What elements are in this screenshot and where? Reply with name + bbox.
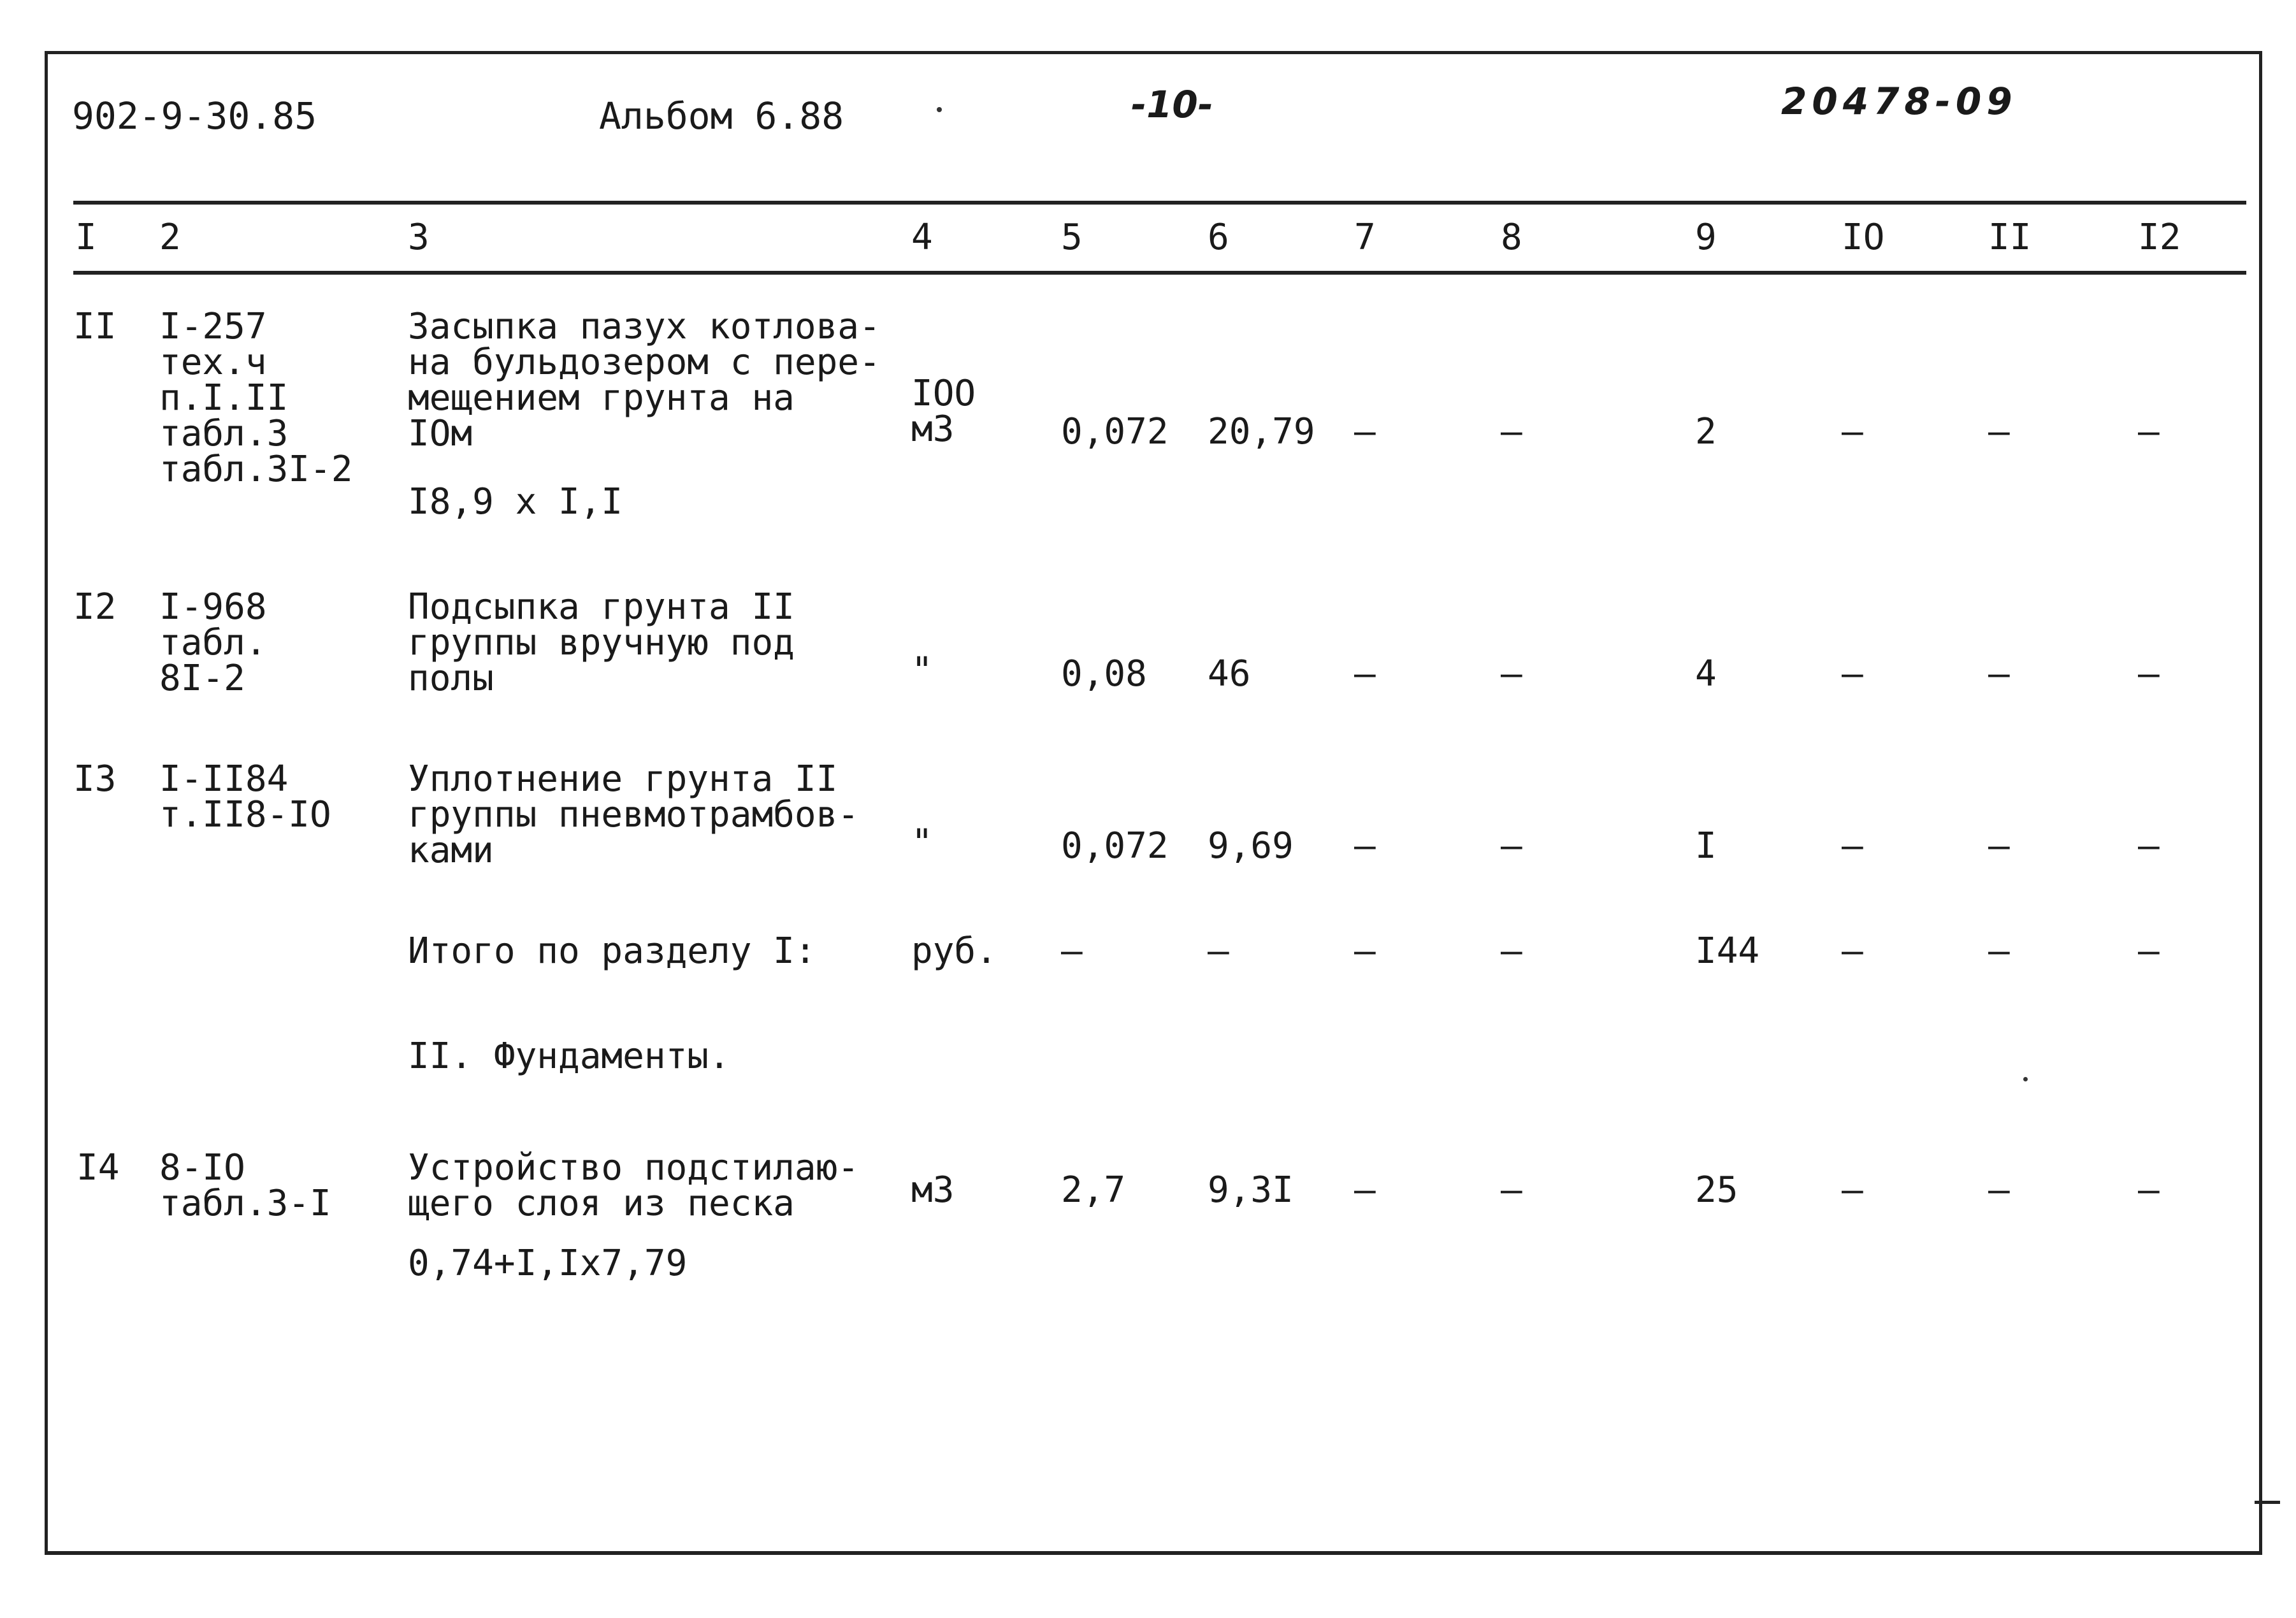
unit: IOO м3 <box>911 373 976 450</box>
inventory-number: 20478-09 <box>1781 80 2018 123</box>
norm-code: I-257 тех.ч п.I.II табл.3 табл.3I-2 <box>159 306 353 490</box>
column-header: 8 <box>1501 217 1522 258</box>
work-description: Засыпка пазух котлова- на бульдозером с пере- мещением грунта на IOм <box>408 306 881 454</box>
row-number: I3 <box>73 758 117 800</box>
col-12-value: – <box>2138 653 2160 695</box>
col-8-value: – <box>1501 930 1522 972</box>
header-rule-top <box>73 201 2246 205</box>
unit-cost: 9,3I <box>1208 1169 1294 1211</box>
quantity: 0,072 <box>1061 411 1169 452</box>
header-rule-bottom <box>73 271 2246 275</box>
column-header: I2 <box>2138 217 2181 258</box>
column-header: 9 <box>1695 217 1717 258</box>
col-7-value: – <box>1354 930 1376 972</box>
col-8-value: – <box>1501 653 1522 695</box>
album-label: Альбом 6.88 <box>599 94 844 138</box>
work-description: Подсыпка грунта II группы вручную под полы <box>408 586 795 699</box>
quantity: 2,7 <box>1061 1169 1126 1211</box>
row-number: II <box>73 306 117 347</box>
col-7-value: – <box>1354 653 1376 695</box>
stray-dot <box>937 107 942 112</box>
col-8-value: – <box>1501 411 1522 452</box>
col-10-value: – <box>1842 825 1863 867</box>
column-header: 5 <box>1061 217 1083 258</box>
unit: " <box>911 650 933 691</box>
quantity: 0,072 <box>1061 825 1169 867</box>
col-11-value: – <box>1988 1169 2010 1211</box>
col-11-value: – <box>1988 825 2010 867</box>
col-12-value: – <box>2138 825 2160 867</box>
column-header: 6 <box>1208 217 1229 258</box>
col-10-value: – <box>1842 653 1863 695</box>
work-description: Устройство подстилаю- щего слоя из песка <box>408 1147 860 1224</box>
page-frame <box>45 51 2262 1555</box>
unit: " <box>911 822 933 863</box>
col-12-value: – <box>2138 930 2160 972</box>
col-12-value: – <box>2138 1169 2160 1211</box>
column-header: I <box>75 217 97 258</box>
col-7-value: – <box>1354 411 1376 452</box>
col-10-value: – <box>1842 1169 1863 1211</box>
col-12-value: – <box>2138 411 2160 452</box>
col-11-value: – <box>1988 930 2010 972</box>
col-11-value: – <box>1988 411 2010 452</box>
col-7-value: – <box>1354 1169 1376 1211</box>
column-header: II <box>1988 217 2032 258</box>
column-header: 4 <box>911 217 933 258</box>
calc-formula: 0,74+I,Ix7,79 <box>408 1243 688 1284</box>
doc-code: 902-9-30.85 <box>72 94 317 138</box>
unit: м3 <box>911 1169 955 1211</box>
col-10-value: – <box>1842 411 1863 452</box>
col-10-value: – <box>1842 930 1863 972</box>
col-8-value: – <box>1501 1169 1522 1211</box>
calc-formula: I8,9 x I,I <box>408 481 623 523</box>
unit-cost: 9,69 <box>1208 825 1294 867</box>
row-number: I2 <box>73 586 117 628</box>
column-header: 7 <box>1354 217 1376 258</box>
norm-code: I-968 табл. 8I-2 <box>159 586 267 699</box>
col-11-value: – <box>1988 653 2010 695</box>
unit-cost: 20,79 <box>1208 411 1315 452</box>
quantity: – <box>1061 930 1083 972</box>
row-number: I4 <box>76 1147 120 1188</box>
work-description: Уплотнение грунта II группы пневмотрамбов- ками <box>408 758 860 871</box>
column-header: 2 <box>159 217 181 258</box>
page-number: -10- <box>1131 83 1213 126</box>
section-total-label: Итого по разделу I: <box>408 930 816 972</box>
stray-dot <box>2023 1077 2028 1081</box>
total-cost: 25 <box>1695 1169 1738 1211</box>
column-header: IO <box>1842 217 1885 258</box>
unit-cost: – <box>1208 930 1229 972</box>
section-heading: II. Фундаменты. <box>408 1036 730 1077</box>
margin-tick <box>2255 1501 2280 1504</box>
unit: руб. <box>911 930 997 972</box>
total-cost: 4 <box>1695 653 1717 695</box>
total-cost: I <box>1695 825 1717 867</box>
total-cost: 2 <box>1695 411 1717 452</box>
unit-cost: 46 <box>1208 653 1251 695</box>
norm-code: 8-IO табл.3-I <box>159 1147 331 1224</box>
column-header: 3 <box>408 217 430 258</box>
norm-code: I-II84 т.II8-IO <box>159 758 331 835</box>
col-7-value: – <box>1354 825 1376 867</box>
total-cost: I44 <box>1695 930 1760 972</box>
col-8-value: – <box>1501 825 1522 867</box>
quantity: 0,08 <box>1061 653 1147 695</box>
